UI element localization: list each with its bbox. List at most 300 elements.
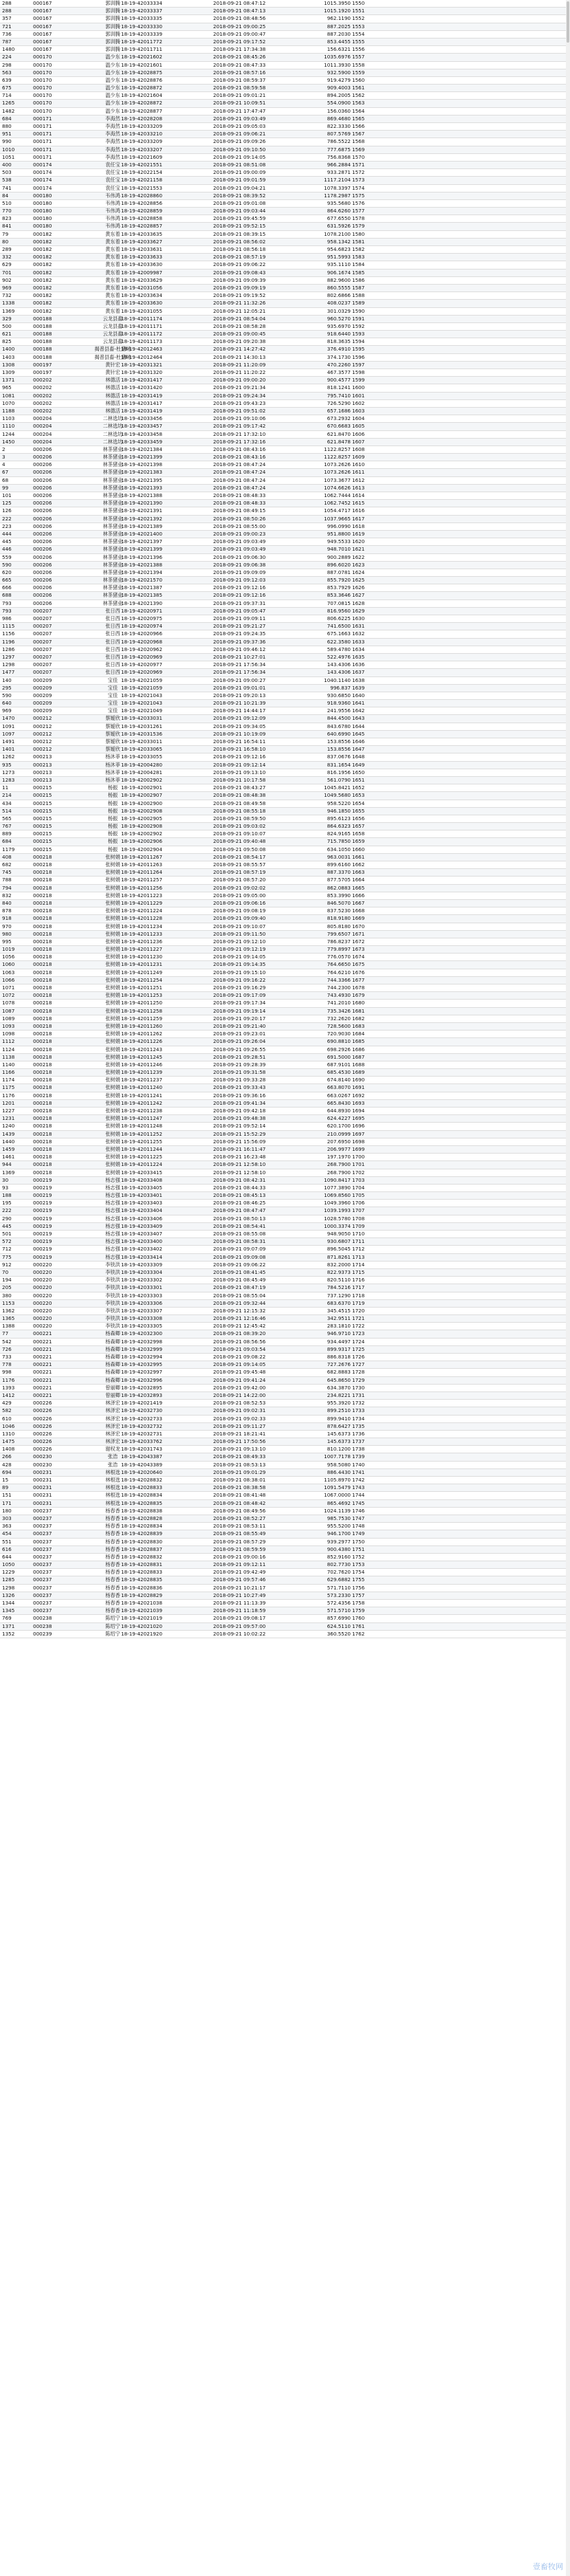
table-row[interactable]	[0, 0, 570, 8]
table-row[interactable]	[0, 1600, 570, 1607]
cell-seq: 1591	[352, 315, 365, 322]
table-row[interactable]	[0, 8, 570, 15]
table-row[interactable]	[0, 723, 570, 731]
table-row[interactable]	[0, 623, 570, 630]
table-row[interactable]	[0, 1423, 570, 1431]
cell-code: 000213	[33, 776, 52, 783]
cell-bill: 18-19-42011240	[121, 1084, 163, 1091]
table-row[interactable]	[0, 1477, 570, 1484]
table-row[interactable]	[0, 554, 570, 562]
table-row[interactable]	[0, 915, 570, 923]
cell-seq: 1646	[352, 738, 365, 745]
table-row[interactable]	[0, 1000, 570, 1007]
cell-code: 000218	[33, 976, 52, 983]
table-row[interactable]	[0, 531, 570, 538]
table-row[interactable]	[0, 415, 570, 423]
table-row[interactable]	[0, 492, 570, 500]
table-row[interactable]	[0, 1546, 570, 1554]
table-row[interactable]	[0, 316, 570, 323]
table-row[interactable]	[0, 1492, 570, 1499]
table-row[interactable]	[0, 239, 570, 246]
cell-bill: 18-19-42011241	[121, 1092, 163, 1099]
table-row[interactable]	[0, 200, 570, 208]
cell-seq: 1576	[352, 199, 365, 206]
cell-code: 000231	[33, 1484, 52, 1491]
table-row[interactable]	[0, 500, 570, 507]
table-row[interactable]	[0, 538, 570, 546]
table-row[interactable]	[0, 208, 570, 215]
table-row[interactable]	[0, 100, 570, 107]
table-row[interactable]	[0, 1108, 570, 1115]
table-row[interactable]	[0, 1339, 570, 1346]
cell-amount: 1040.1140	[324, 676, 351, 683]
table-row[interactable]	[0, 215, 570, 223]
table-row[interactable]	[0, 1585, 570, 1592]
table-row[interactable]	[0, 54, 570, 61]
table-row[interactable]	[0, 1592, 570, 1600]
cell-code: 000218	[33, 1031, 52, 1037]
table-row[interactable]	[0, 1123, 570, 1130]
table-row[interactable]	[0, 838, 570, 846]
table-row[interactable]	[0, 146, 570, 154]
table-row[interactable]	[0, 1238, 570, 1246]
table-row[interactable]	[0, 485, 570, 492]
table-row[interactable]	[0, 38, 570, 46]
table-row[interactable]	[0, 323, 570, 331]
table-row[interactable]	[0, 984, 570, 992]
table-row[interactable]	[0, 400, 570, 408]
cell-seq: 1581	[352, 238, 365, 245]
table-row[interactable]	[0, 1100, 570, 1108]
table-row[interactable]	[0, 931, 570, 938]
table-row[interactable]	[0, 1369, 570, 1376]
cell-name: 杨振	[107, 838, 118, 845]
table-row[interactable]	[0, 31, 570, 38]
cell-time: 2018-09-21 09:48:38	[213, 1115, 266, 1122]
table-row[interactable]	[0, 123, 570, 131]
table-row[interactable]	[0, 1554, 570, 1561]
cell-id: 1124	[2, 1046, 15, 1053]
table-row[interactable]	[0, 1438, 570, 1446]
table-row[interactable]	[0, 639, 570, 646]
table-row[interactable]	[0, 461, 570, 469]
cell-id: 1369	[2, 1169, 15, 1176]
table-row[interactable]	[0, 338, 570, 346]
table-row[interactable]	[0, 1231, 570, 1238]
table-row[interactable]	[0, 1008, 570, 1015]
cell-seq: 1571	[352, 161, 365, 168]
table-row[interactable]	[0, 1631, 570, 1638]
cell-id: 793	[2, 607, 12, 614]
table-row[interactable]	[0, 108, 570, 115]
table-row[interactable]	[0, 423, 570, 430]
table-row[interactable]	[0, 408, 570, 415]
table-row[interactable]	[0, 1138, 570, 1146]
table-row[interactable]	[0, 1500, 570, 1508]
table-row[interactable]	[0, 346, 570, 353]
table-row[interactable]	[0, 223, 570, 230]
cell-amount: 864.6260	[327, 208, 351, 214]
cell-time: 2018-09-21 08:49:33	[213, 1453, 266, 1460]
table-row[interactable]	[0, 1539, 570, 1546]
cell-time: 2018-09-21 08:47:33	[213, 61, 266, 68]
cell-code: 000220	[33, 1315, 52, 1322]
cell-name: 杨沐菲	[105, 761, 120, 768]
table-row[interactable]	[0, 661, 570, 669]
cell-time: 2018-09-21 09:20:13	[213, 692, 266, 698]
cell-id: 1091	[2, 723, 15, 729]
table-row[interactable]	[0, 169, 570, 177]
cell-time: 2018-09-21 08:55:00	[213, 522, 266, 529]
table-row[interactable]	[0, 923, 570, 931]
table-row[interactable]	[0, 23, 570, 31]
cell-name: 云龙县畜	[102, 331, 123, 338]
table-row[interactable]	[0, 1015, 570, 1023]
table-row[interactable]	[0, 1177, 570, 1185]
table-row[interactable]	[0, 608, 570, 615]
table-row[interactable]	[0, 800, 570, 808]
cell-seq: 1730	[352, 1384, 365, 1391]
table-row[interactable]	[0, 762, 570, 769]
cell-seq: 1580	[352, 230, 365, 237]
cell-code: 000219	[33, 1200, 52, 1207]
table-row[interactable]	[0, 815, 570, 823]
table-row[interactable]	[0, 738, 570, 746]
cell-bill: 18-19-42002908	[121, 823, 163, 830]
table-row[interactable]	[0, 877, 570, 884]
cell-id: 357	[2, 15, 12, 22]
table-row[interactable]	[0, 830, 570, 838]
table-row[interactable]	[0, 900, 570, 907]
table-row[interactable]	[0, 1284, 570, 1292]
table-row[interactable]	[0, 692, 570, 700]
table-row[interactable]	[0, 1354, 570, 1361]
table-row[interactable]	[0, 869, 570, 877]
cell-name: 黄东着	[105, 230, 120, 237]
cell-id: 1097	[2, 730, 15, 737]
cell-id: 590	[2, 692, 12, 698]
table-row[interactable]	[0, 454, 570, 461]
cell-code: 000220	[33, 1277, 52, 1284]
cell-seq: 1600	[352, 384, 365, 391]
table-row[interactable]	[0, 907, 570, 915]
cell-bill: 18-19-42033209	[121, 138, 163, 145]
table-row[interactable]	[0, 1061, 570, 1069]
table-row[interactable]	[0, 1200, 570, 1207]
cell-id: 223	[2, 522, 12, 529]
table-row[interactable]	[0, 516, 570, 523]
table-row[interactable]	[0, 269, 570, 277]
table-row[interactable]	[0, 308, 570, 316]
table-row[interactable]	[0, 507, 570, 515]
table-row[interactable]	[0, 384, 570, 392]
table-row[interactable]	[0, 746, 570, 753]
cell-id: 89	[2, 1484, 9, 1491]
table-row[interactable]	[0, 784, 570, 792]
table-row[interactable]	[0, 1561, 570, 1569]
table-row[interactable]	[0, 377, 570, 384]
table-row[interactable]	[0, 1416, 570, 1423]
cell-code: 000167	[33, 0, 52, 6]
table-row[interactable]	[0, 569, 570, 577]
table-row[interactable]	[0, 1323, 570, 1330]
table-row[interactable]	[0, 1185, 570, 1192]
cell-seq: 1651	[352, 776, 365, 783]
cell-time: 2018-09-21 08:47:47	[213, 1207, 266, 1214]
table-row[interactable]	[0, 677, 570, 685]
table-row[interactable]	[0, 354, 570, 362]
cell-name: 蔡嫒欣	[105, 715, 120, 722]
table-row[interactable]	[0, 1469, 570, 1477]
cell-id: 30	[2, 1176, 9, 1183]
cell-seq: 1679	[352, 992, 365, 999]
table-row[interactable]	[0, 562, 570, 569]
table-row[interactable]	[0, 300, 570, 307]
table-row[interactable]	[0, 1169, 570, 1177]
table-row[interactable]	[0, 77, 570, 85]
table-row[interactable]	[0, 177, 570, 184]
table-row[interactable]	[0, 861, 570, 869]
table-row[interactable]	[0, 362, 570, 369]
table-row[interactable]	[0, 15, 570, 23]
table-row[interactable]	[0, 469, 570, 476]
table-row[interactable]	[0, 1146, 570, 1154]
table-row[interactable]	[0, 138, 570, 146]
table-row[interactable]	[0, 854, 570, 861]
table-row[interactable]	[0, 431, 570, 439]
table-row[interactable]	[0, 115, 570, 123]
cell-id: 736	[2, 30, 12, 37]
table-row[interactable]	[0, 1300, 570, 1308]
cell-amount: 644.8930	[327, 1108, 351, 1114]
table-row[interactable]	[0, 85, 570, 92]
table-row[interactable]	[0, 892, 570, 900]
table-row[interactable]	[0, 777, 570, 784]
table-row[interactable]	[0, 654, 570, 661]
table-row[interactable]	[0, 1077, 570, 1084]
cell-bill: 18-19-42032998	[121, 1338, 163, 1345]
table-row[interactable]	[0, 1361, 570, 1369]
table-row[interactable]	[0, 246, 570, 254]
table-row[interactable]	[0, 954, 570, 961]
table-row[interactable]	[0, 1161, 570, 1169]
cell-amount: 522.4976	[327, 653, 351, 660]
table-row[interactable]	[0, 1615, 570, 1622]
table-row[interactable]	[0, 1392, 570, 1400]
cell-name: 李铁洪	[105, 1307, 120, 1314]
table-row[interactable]	[0, 162, 570, 169]
table-row[interactable]	[0, 1623, 570, 1631]
table-row[interactable]	[0, 823, 570, 830]
table-row[interactable]	[0, 707, 570, 715]
table-row[interactable]	[0, 885, 570, 892]
table-row[interactable]	[0, 1377, 570, 1385]
table-row[interactable]	[0, 46, 570, 54]
table-row[interactable]	[0, 946, 570, 954]
cell-id: 1461	[2, 1154, 15, 1160]
cell-seq: 1603	[352, 407, 365, 414]
cell-id: 980	[2, 930, 12, 937]
table-row[interactable]	[0, 600, 570, 608]
table-row[interactable]	[0, 1269, 570, 1277]
cell-amount: 918.9360	[327, 700, 351, 707]
table-row[interactable]	[0, 231, 570, 239]
cell-seq: 1684	[352, 1031, 365, 1037]
table-row[interactable]	[0, 1607, 570, 1615]
table-row[interactable]	[0, 1484, 570, 1492]
table-row[interactable]	[0, 938, 570, 946]
cell-code: 000174	[33, 161, 52, 168]
cell-name: 张树娟	[105, 930, 120, 937]
table-row[interactable]	[0, 1523, 570, 1530]
table-row[interactable]	[0, 277, 570, 285]
table-row[interactable]	[0, 1330, 570, 1338]
table-row[interactable]	[0, 1023, 570, 1031]
cell-seq: 1586	[352, 276, 365, 283]
table-row[interactable]	[0, 446, 570, 454]
cell-seq: 1680	[352, 1000, 365, 1006]
table-row[interactable]	[0, 1508, 570, 1515]
cell-seq: 1706	[352, 1200, 365, 1207]
table-row[interactable]	[0, 393, 570, 400]
table-row[interactable]	[0, 584, 570, 592]
cell-name: 温少东	[105, 92, 120, 99]
table-row[interactable]	[0, 1346, 570, 1354]
table-row[interactable]	[0, 369, 570, 377]
cell-bill: 18-19-42021387	[121, 584, 163, 591]
table-row[interactable]	[0, 523, 570, 531]
cell-bill: 18-19-42002905	[121, 815, 163, 822]
table-row[interactable]	[0, 1038, 570, 1046]
table-row[interactable]	[0, 285, 570, 292]
table-row[interactable]	[0, 1277, 570, 1284]
table-row[interactable]	[0, 969, 570, 977]
cell-amount: 918.6440	[327, 331, 351, 338]
table-row[interactable]	[0, 185, 570, 192]
table-row[interactable]	[0, 1315, 570, 1323]
cell-amount: 946.9710	[327, 1330, 351, 1337]
table-row[interactable]	[0, 592, 570, 599]
table-row[interactable]	[0, 1223, 570, 1231]
table-row[interactable]	[0, 1407, 570, 1415]
table-row[interactable]	[0, 630, 570, 638]
cell-code: 000221	[33, 1376, 52, 1383]
table-row[interactable]	[0, 715, 570, 723]
table-row[interactable]	[0, 1530, 570, 1538]
table-row[interactable]	[0, 1246, 570, 1253]
table-row[interactable]	[0, 669, 570, 676]
table-row[interactable]	[0, 615, 570, 623]
cell-name: 杨志强	[105, 1184, 120, 1191]
table-row[interactable]	[0, 1576, 570, 1584]
cell-amount: 360.5520	[327, 1630, 351, 1637]
cell-name: 杨春香	[105, 1584, 120, 1591]
table-row[interactable]	[0, 846, 570, 854]
table-row[interactable]	[0, 1207, 570, 1215]
vertical-scrollbar[interactable]	[566, 0, 570, 2576]
cell-code: 000207	[33, 653, 52, 660]
table-row[interactable]	[0, 685, 570, 692]
cell-time: 2018-09-21 09:14:05	[213, 153, 266, 160]
table-row[interactable]	[0, 254, 570, 261]
cell-seq: 1583	[352, 254, 365, 261]
table-row[interactable]	[0, 977, 570, 984]
table-row[interactable]	[0, 1308, 570, 1315]
cell-time: 2018-09-21 09:19:52	[213, 292, 266, 299]
table-row[interactable]	[0, 1462, 570, 1469]
table-row[interactable]	[0, 1115, 570, 1123]
table-row[interactable]	[0, 546, 570, 553]
table-row[interactable]	[0, 808, 570, 815]
cell-code: 000212	[33, 730, 52, 737]
table-row[interactable]	[0, 1431, 570, 1438]
table-row[interactable]	[0, 1154, 570, 1161]
cell-bill: 18-19-42032731	[121, 1430, 163, 1437]
table-row[interactable]	[0, 1046, 570, 1054]
table-row[interactable]	[0, 261, 570, 269]
cell-code: 000220	[33, 1323, 52, 1330]
table-row[interactable]	[0, 1092, 570, 1100]
table-row[interactable]	[0, 1131, 570, 1138]
table-row[interactable]	[0, 792, 570, 800]
cell-bill: 18-19-42033302	[121, 1277, 163, 1284]
table-row[interactable]	[0, 1254, 570, 1262]
table-row[interactable]	[0, 292, 570, 300]
table-row[interactable]	[0, 753, 570, 761]
table-row[interactable]	[0, 1069, 570, 1077]
cell-time: 2018-09-21 11:32:26	[213, 300, 266, 307]
table-row[interactable]	[0, 961, 570, 969]
scrollbar-thumb[interactable]	[567, 1, 569, 43]
table-row[interactable]	[0, 69, 570, 77]
table-row[interactable]	[0, 1054, 570, 1061]
table-row[interactable]	[0, 154, 570, 162]
table-row[interactable]	[0, 731, 570, 738]
table-row[interactable]	[0, 1262, 570, 1269]
table-row[interactable]	[0, 192, 570, 200]
table-row[interactable]	[0, 992, 570, 1000]
table-row[interactable]	[0, 1215, 570, 1223]
cell-bill: 18-19-42032893	[121, 1391, 163, 1398]
table-row[interactable]	[0, 1569, 570, 1576]
table-row[interactable]	[0, 331, 570, 338]
table-row[interactable]	[0, 1515, 570, 1523]
cell-seq: 1710	[352, 1231, 365, 1237]
cell-seq: 1755	[352, 1576, 365, 1583]
cell-name: 李海然	[105, 153, 120, 160]
table-row[interactable]	[0, 477, 570, 485]
table-row[interactable]	[0, 1446, 570, 1453]
table-row[interactable]	[0, 439, 570, 446]
table-row[interactable]	[0, 131, 570, 138]
table-row[interactable]	[0, 1192, 570, 1200]
table-row[interactable]	[0, 1385, 570, 1392]
table-row[interactable]	[0, 62, 570, 69]
cell-name: 李海然	[105, 138, 120, 145]
table-row[interactable]	[0, 577, 570, 584]
table-row[interactable]	[0, 700, 570, 707]
table-row[interactable]	[0, 1031, 570, 1038]
table-row[interactable]	[0, 1084, 570, 1092]
table-row[interactable]	[0, 769, 570, 777]
cell-seq: 1609	[352, 454, 365, 461]
table-row[interactable]	[0, 1292, 570, 1300]
table-row[interactable]	[0, 1453, 570, 1461]
table-row[interactable]	[0, 646, 570, 654]
cell-code: 000207	[33, 646, 52, 652]
table-row[interactable]	[0, 1400, 570, 1407]
table-row[interactable]	[0, 92, 570, 100]
